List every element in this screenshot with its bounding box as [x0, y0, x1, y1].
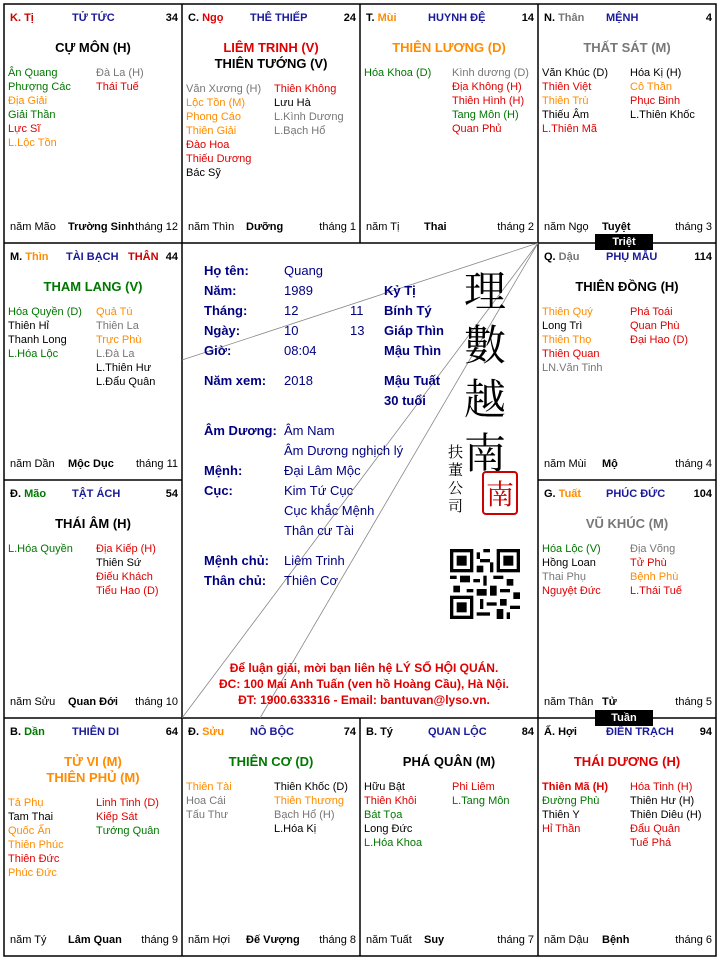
menhchu-value: Liêm Trinh: [284, 553, 345, 568]
minor-star: Bạch Hổ (H): [274, 809, 335, 821]
minor-stars-right: [96, 542, 159, 598]
palace-year: năm Thân: [544, 696, 594, 708]
palace-name: PHÚC ĐỨC: [606, 488, 666, 500]
palace-footer: [544, 934, 712, 948]
palace-year: năm Mùi: [544, 458, 587, 470]
minor-star: Thiên Giải: [186, 125, 237, 137]
palace-month: tháng 3: [675, 221, 712, 233]
trang-sinh: Dưỡng: [246, 221, 284, 233]
minor-star: Phong Cáo: [186, 111, 242, 123]
trang-sinh: Lâm Quan: [68, 934, 122, 946]
palace-canchi: G. Tuất: [544, 488, 582, 500]
palace-month: tháng 7: [497, 934, 534, 946]
palace-header: [10, 726, 178, 742]
palace-footer: [544, 221, 712, 235]
minor-stars-right: [630, 780, 702, 850]
minor-star: L.Kình Dương: [274, 111, 344, 123]
minor-star: Thiên Y: [542, 809, 580, 821]
minor-stars-right: [452, 66, 529, 136]
palace-header: [366, 726, 534, 742]
minor-star: Lực Sĩ: [8, 123, 41, 135]
palace-age: 54: [165, 488, 178, 500]
company-vertical-text: [448, 443, 466, 515]
minor-stars-left: [364, 780, 422, 850]
main-star: LIÊM TRINH (V): [223, 40, 319, 55]
minor-star: Thiên Quan: [542, 348, 600, 360]
palace-age: 24: [343, 12, 356, 24]
contact-line-1: Để luận giải, mời bạn liên hệ LÝ SỐ HỘI QUÁN.: [229, 661, 499, 675]
minor-stars-right: [630, 305, 688, 347]
minor-star: Hồng Loan: [542, 557, 596, 569]
amduong-value: Âm Nam: [284, 423, 335, 438]
minor-star: Hoa Cái: [186, 795, 226, 807]
minor-star: Thanh Long: [8, 334, 67, 346]
palace-month: tháng 4: [675, 458, 712, 470]
palace-tuat: [538, 480, 716, 718]
minor-star: Thiên Khôi: [364, 795, 417, 807]
minor-star: Nguyệt Đức: [542, 585, 601, 597]
day-lunar: 13: [350, 323, 365, 338]
minor-stars-left: [542, 305, 603, 375]
palace-footer: [10, 458, 178, 472]
trang-sinh: Tử: [602, 696, 617, 708]
minor-stars-left: [542, 542, 601, 598]
palace-age: 44: [165, 251, 178, 263]
palace-year: năm Hợi: [188, 934, 231, 946]
palace-age: 14: [521, 12, 534, 24]
palace-age: 114: [694, 251, 712, 263]
palace-name: TỬ TỨC: [72, 12, 115, 24]
minor-star: Kiếp Sát: [96, 811, 138, 823]
palace-age: 4: [705, 12, 712, 24]
palace-year: năm Ngọ: [544, 221, 589, 233]
calligraphy: [464, 265, 514, 481]
minor-stars-right: [274, 780, 348, 836]
palace-name: ĐIỀN TRẠCH: [606, 726, 674, 738]
minor-star: Thiên Hình (H): [452, 95, 525, 107]
trang-sinh: Trường Sinh: [68, 221, 135, 233]
minor-star: Thiếu Âm: [542, 109, 590, 121]
minor-star: Thiên Hỉ: [8, 320, 49, 332]
day-label: Ngày:: [204, 323, 241, 338]
palace-name: QUAN LỘC: [428, 726, 487, 738]
trang-sinh: Quan Đới: [68, 696, 118, 708]
trang-sinh: Tuyệt: [602, 221, 631, 233]
than-marker: THÂN: [128, 251, 159, 263]
palace-header: [366, 12, 534, 28]
minor-star: Thiên Đức: [8, 853, 60, 865]
minor-star: Địa Không (H): [452, 81, 522, 93]
minor-star: Thiên Thọ: [542, 334, 592, 346]
menhchu-label: Mệnh chủ:: [204, 553, 269, 568]
palace-footer: [188, 934, 356, 948]
minor-star: Tuế Phá: [630, 837, 672, 849]
minor-star: Thái Tuế: [96, 81, 139, 93]
hour-value: 08:04: [284, 343, 317, 358]
palace-header: [544, 251, 712, 267]
minor-stars-left: [542, 780, 608, 836]
side-vertical-text: 扶董公司: [448, 443, 464, 515]
calligraphy-text: 理數越南: [464, 267, 507, 478]
minor-star: Hóa Quyền (D): [8, 306, 82, 318]
thanchu-value: Thiên Cơ: [284, 573, 339, 588]
minor-star: Quan Phù: [630, 320, 680, 332]
minor-star: Thiếu Dương: [186, 153, 252, 165]
minor-star: Tướng Quân: [96, 825, 160, 837]
contact-address: ĐC: 100 Mai Anh Tuấn (ven hồ Hoàng Cầu), Hà Nội.: [218, 677, 509, 691]
cuc-label: Cục:: [204, 483, 233, 498]
palace-header: [544, 726, 712, 742]
palace-canchi: N. Thân: [544, 12, 585, 24]
palace-name: TẬT ÁCH: [72, 488, 121, 500]
palace-header: [544, 488, 712, 504]
minor-star: L.Đẩu Quân: [96, 376, 156, 388]
minor-star: Kình dương (D): [452, 67, 529, 79]
palace-name: HUYNH ĐỆ: [428, 12, 486, 24]
age-value: 30 tuổi: [384, 393, 426, 408]
minor-star: Tam Thai: [8, 811, 54, 823]
minor-star: Hóa Kị (H): [630, 67, 682, 79]
palace-canchi: K. Tị: [10, 12, 34, 24]
palace-year: năm Tý: [10, 934, 47, 946]
palace-month: tháng 6: [675, 934, 712, 946]
minor-star: Văn Xương (H): [186, 83, 262, 95]
view-year-label: Năm xem:: [204, 373, 267, 388]
palace-canchi: B. Dần: [10, 726, 45, 738]
trang-sinh: Thai: [424, 221, 447, 233]
menh-label: Mệnh:: [204, 463, 243, 478]
minor-star: Địa Kiếp (H): [96, 543, 156, 555]
cuc-note: Cục khắc Mệnh: [284, 503, 375, 518]
palace-year: năm Tuất: [366, 934, 412, 946]
minor-stars-left: [8, 305, 82, 361]
minor-stars-right: [96, 796, 160, 838]
main-star: THÁI DƯƠNG (H): [573, 754, 681, 769]
qr-code-icon: [450, 549, 520, 619]
minor-star: Thiên Sứ: [96, 557, 142, 569]
palace-name: MỆNH: [606, 12, 639, 24]
palace-canchi: Ấ. Hợi: [544, 726, 577, 738]
palace-age: 64: [165, 726, 178, 738]
trang-sinh: Mộc Dục: [68, 458, 114, 470]
minor-stars-right: [96, 305, 155, 389]
minor-stars-left: [8, 66, 71, 150]
palace-mui: [360, 4, 538, 243]
minor-star: Quả Tú: [96, 306, 133, 318]
minor-star: Phi Liêm: [452, 781, 495, 793]
minor-stars-left: [186, 82, 261, 180]
minor-star: Hóa Tinh (H): [630, 781, 693, 793]
palace-month: tháng 8: [319, 934, 356, 946]
main-star: THIÊN LƯƠNG (D): [392, 40, 506, 55]
palace-ty: [360, 718, 538, 956]
month-canchi: Bính Tý: [384, 303, 432, 318]
minor-star: Thai Phụ: [542, 571, 587, 583]
minor-star: Lộc Tồn (M): [186, 97, 246, 109]
minor-star: Thiên La: [96, 320, 139, 332]
palace-suu: [182, 718, 360, 956]
minor-stars-right: [630, 542, 682, 598]
palace-header: [10, 12, 178, 28]
name-label: Họ tên:: [204, 263, 249, 278]
minor-star: Ân Quang: [8, 67, 58, 79]
main-star: CỰ MÔN (H): [55, 40, 131, 55]
main-star: PHÁ QUÂN (M): [402, 754, 496, 769]
palace-year: năm Dần: [10, 458, 55, 470]
minor-star: Thiên Hư (H): [630, 795, 695, 807]
main-star: VŨ KHÚC (M): [585, 516, 669, 531]
palace-header: [10, 488, 178, 504]
minor-star: L.Lộc Tồn: [8, 137, 57, 149]
minor-star: Cô Thần: [630, 81, 672, 93]
minor-star: Tử Phù: [630, 557, 667, 569]
palace-month: tháng 2: [497, 221, 534, 233]
palace-than: [538, 4, 716, 243]
minor-star: Đại Hao (D): [630, 334, 689, 346]
contact-phone-email: ĐT: 1900.633316 - Email: bantuvan@lyso.vn.: [238, 693, 490, 707]
triet-marker: Triệt: [595, 234, 653, 250]
minor-star: Quốc Ấn: [8, 825, 51, 837]
minor-star: Bát Tọa: [364, 809, 403, 821]
palace-header: [10, 251, 178, 267]
palace-dan: [4, 718, 182, 956]
minor-stars-left: [542, 66, 608, 136]
minor-star: Thiên Khốc (D): [274, 781, 348, 793]
minor-star: Địa Giải: [8, 95, 48, 107]
main-star: THAM LANG (V): [43, 279, 143, 294]
palace-year: năm Thìn: [188, 221, 235, 233]
tuan-marker: Tuần: [595, 710, 653, 726]
palace-age: 84: [521, 726, 534, 738]
palace-month: tháng 10: [135, 696, 178, 708]
year-value: 1989: [284, 283, 313, 298]
thanchu-label: Thân chủ:: [204, 573, 267, 588]
minor-star: Phục Binh: [630, 95, 681, 107]
minor-star: Địa Võng: [630, 543, 676, 555]
main-star: THẤT SÁT (M): [583, 40, 671, 55]
amduong-label: Âm Dương:: [204, 423, 277, 438]
palace-canchi: Q. Dậu: [544, 251, 580, 263]
minor-star: Thiên Phúc: [8, 839, 64, 851]
minor-star: Hóa Khoa (D): [364, 67, 432, 79]
palace-footer: [10, 221, 178, 235]
minor-star: L.Hóa Khoa: [364, 837, 423, 849]
trang-sinh: Mộ: [602, 458, 618, 470]
palace-canchi: Đ. Mão: [10, 488, 47, 500]
day-value: 10: [284, 323, 299, 338]
palace-year: năm Dậu: [544, 934, 589, 946]
palace-thin: [4, 243, 182, 480]
minor-star: Trực Phù: [96, 334, 142, 346]
minor-star: Tấu Thư: [186, 809, 229, 821]
minor-stars-right: [96, 66, 144, 94]
palace-footer: [544, 458, 712, 472]
cuc-value: Kim Tứ Cục: [284, 483, 354, 498]
minor-star: Thiên Việt: [542, 81, 592, 93]
minor-star: Thiên Tài: [186, 781, 232, 793]
palace-year: năm Mão: [10, 221, 56, 233]
minor-star: Long Đức: [364, 823, 413, 835]
month-lunar: 11: [350, 303, 364, 318]
palace-name: NÔ BỘC: [250, 726, 294, 738]
minor-star: Đào Hoa: [186, 139, 230, 151]
minor-star: Đà La (H): [96, 67, 144, 79]
palace-name: THIÊN DI: [72, 726, 120, 738]
month-label: Tháng:: [204, 303, 248, 318]
palace-age: 74: [343, 726, 356, 738]
minor-star: Linh Tinh (D): [96, 797, 159, 809]
minor-star: Thiên Quý: [542, 306, 593, 318]
minor-stars-left: [8, 796, 64, 880]
minor-star: Long Trì: [542, 320, 583, 332]
view-year-canchi: Mậu Tuất: [384, 373, 441, 388]
minor-star: Tả Phụ: [8, 797, 44, 809]
palace-month: tháng 12: [135, 221, 178, 233]
palace-canchi: C. Ngọ: [188, 12, 224, 24]
palace-name: THÊ THIẾP: [250, 12, 308, 24]
minor-stars-right: [274, 82, 344, 138]
year-canchi: Kỷ Tị: [384, 283, 416, 298]
palace-canchi: B. Tý: [366, 726, 393, 738]
minor-star: Giải Thần: [8, 109, 56, 121]
palace-hoi: [538, 718, 716, 956]
minor-star: Lưu Hà: [274, 97, 311, 109]
minor-star: L.Đà La: [96, 348, 135, 360]
palace-month: tháng 11: [135, 458, 178, 470]
hour-label: Giờ:: [204, 343, 232, 358]
palace-year: năm Tị: [366, 221, 400, 233]
palace-month: tháng 1: [319, 221, 356, 233]
minor-star: LN.Văn Tinh: [542, 362, 603, 374]
red-seal: 南: [482, 471, 518, 515]
than-cu-note: Thân cư Tài: [284, 523, 354, 538]
minor-star: Đường Phù: [542, 795, 600, 807]
minor-star: L.Thiên Khốc: [630, 109, 695, 121]
minor-star: Thiên Không: [274, 83, 337, 95]
minor-star: Bác Sỹ: [186, 167, 221, 179]
month-value: 12: [284, 303, 299, 318]
year-label: Năm:: [204, 283, 237, 298]
palace-ti: [4, 4, 182, 243]
palace-footer: [10, 696, 178, 710]
palace-header: [188, 12, 356, 28]
palace-footer: [366, 221, 534, 235]
minor-stars-right: [452, 780, 509, 808]
palace-footer: [188, 221, 356, 235]
palace-name: PHỤ MẪU: [606, 251, 658, 263]
hour-canchi: Mậu Thìn: [384, 343, 442, 358]
minor-star: Thiên Thương: [274, 795, 345, 807]
minor-star: L.Hóa Lộc: [8, 348, 59, 360]
minor-stars-right: [630, 66, 695, 122]
palace-age: 104: [693, 488, 712, 500]
menh-value: Đại Lâm Mộc: [284, 463, 361, 478]
main-star: THIÊN TƯỚNG (V): [214, 56, 328, 71]
minor-star: Điếu Khách: [96, 571, 153, 583]
main-star: THIÊN CƠ (D): [228, 754, 314, 769]
minor-star: L.Hóa Quyền: [8, 543, 73, 555]
palace-canchi: M. Thìn: [10, 251, 49, 263]
minor-star: Tiểu Hao (D): [96, 585, 159, 597]
palace-month: tháng 5: [675, 696, 712, 708]
main-star: THIÊN PHỦ (M): [46, 770, 140, 785]
minor-star: Hữu Bật: [364, 781, 405, 793]
palace-age: 94: [699, 726, 712, 738]
main-star: THIÊN ĐỒNG (H): [575, 279, 679, 294]
minor-star: Phượng Các: [8, 81, 71, 93]
minor-star: Hỉ Thần: [542, 823, 581, 835]
palace-header: [544, 12, 712, 28]
minor-star: L.Thiên Mã: [542, 123, 598, 135]
palace-age: 34: [165, 12, 178, 24]
minor-star: Thiên Trù: [542, 95, 589, 107]
palace-dau: [538, 243, 716, 480]
trang-sinh: Suy: [424, 934, 445, 946]
minor-star: L.Bạch Hổ: [274, 125, 326, 137]
minor-star: Văn Khúc (D): [542, 67, 609, 79]
palace-month: tháng 9: [141, 934, 178, 946]
minor-stars-left: [8, 542, 73, 556]
palace-canchi: T. Mùi: [366, 12, 397, 24]
minor-star: Phúc Đức: [8, 867, 57, 879]
palace-canchi: Đ. Sửu: [188, 726, 225, 738]
minor-stars-left: [186, 780, 232, 822]
palace-year: năm Sửu: [10, 696, 56, 708]
view-year-value: 2018: [284, 373, 313, 388]
minor-star: Phá Toái: [630, 306, 673, 318]
main-star: TỬ VI (M): [64, 754, 122, 769]
palace-footer: [10, 934, 178, 948]
minor-star: Hóa Lộc (V): [542, 543, 601, 555]
trang-sinh: Đế Vượng: [246, 934, 300, 946]
palace-header: [188, 726, 356, 742]
palace-footer: [544, 696, 712, 710]
palace-name: TÀI BẠCH: [66, 251, 119, 263]
minor-star: Bệnh Phù: [630, 571, 679, 583]
palace-footer: [366, 934, 534, 948]
minor-star: Quan Phủ: [452, 123, 502, 135]
palace-ngo: [182, 4, 360, 243]
minor-star: L.Thái Tuế: [630, 585, 682, 597]
minor-star: Thiên Diêu (H): [630, 809, 702, 821]
day-canchi: Giáp Thìn: [384, 323, 444, 338]
minor-star: L.Tang Môn: [452, 795, 510, 807]
minor-stars-left: [364, 66, 431, 80]
name-value: Quang: [284, 263, 324, 278]
minor-star: L.Hóa Kị: [274, 823, 317, 835]
minor-star: Tang Môn (H): [452, 109, 519, 121]
minor-star: Đẩu Quân: [630, 823, 681, 835]
main-star: THÁI ÂM (H): [55, 516, 131, 531]
palace-mao: [4, 480, 182, 718]
minor-star: L.Thiên Hư: [96, 362, 152, 374]
amduong-note: Âm Dương nghịch lý: [284, 443, 404, 458]
trang-sinh: Bệnh: [602, 934, 630, 946]
center-info: [182, 243, 538, 718]
minor-star: Thiên Mã (H): [542, 781, 608, 793]
